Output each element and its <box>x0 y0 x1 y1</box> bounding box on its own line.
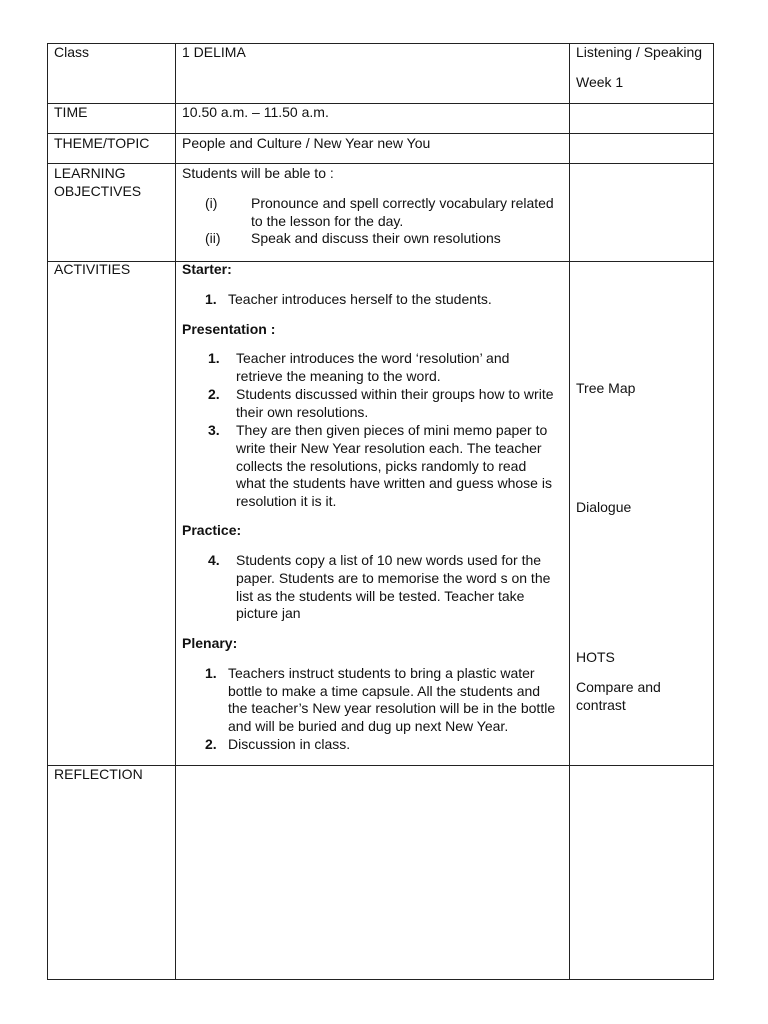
starter-heading: Starter: <box>182 261 232 277</box>
list-item-text: paper. Students are to memorise the word s on the <box>236 570 551 586</box>
list-item-text: Teacher introduces the word ‘resolution’ and <box>236 350 510 366</box>
week-label: Week 1 <box>576 74 624 90</box>
objective-text-line: Speak and discuss their own resolutions <box>251 230 501 246</box>
list-item-text: resolution it is it. <box>236 493 337 509</box>
note-compare-line1: Compare and <box>576 679 661 695</box>
list-number: 4. <box>208 552 220 568</box>
list-number: 1. <box>208 350 220 366</box>
list-item-text: picture jan <box>236 605 301 621</box>
list-item-text: Students discussed within their groups how to write <box>236 386 554 402</box>
objective-text-line: to the lesson for the day. <box>251 213 404 229</box>
class-label: Class <box>54 44 90 60</box>
time-label: TIME <box>54 104 88 120</box>
list-item-text: bottle to make a time capsule. All the students and <box>228 683 541 699</box>
list-number: 3. <box>208 422 220 438</box>
time-value: 10.50 a.m. – 11.50 a.m. <box>182 104 329 120</box>
list-item-text: collects the resolutions, picks randomly to read <box>236 458 527 474</box>
activities-label: ACTIVITIES <box>54 261 131 277</box>
list-number: 1. <box>205 291 217 307</box>
practice-heading: Practice: <box>182 522 242 538</box>
list-item-text: and will be buried and dug up next New Year. <box>228 718 509 734</box>
note-compare-line2: contrast <box>576 697 626 713</box>
list-item-text: Students copy a list of 10 new words used for the <box>236 552 542 568</box>
reflection-label: REFLECTION <box>54 766 143 782</box>
presentation-heading: Presentation : <box>182 321 276 337</box>
theme-value: People and Culture / New Year new You <box>182 135 431 151</box>
list-item-text: their own resolutions. <box>236 404 369 420</box>
list-number: 1. <box>205 665 217 681</box>
list-item-text: Teachers instruct students to bring a plastic water <box>228 665 535 681</box>
note-dialogue: Dialogue <box>576 499 632 515</box>
list-item-text: the teacher’s New year resolution will be in the bottle <box>228 700 556 716</box>
list-number: 2. <box>205 736 217 752</box>
note-hots: HOTS <box>576 649 615 665</box>
list-item-text: retrieve the meaning to the word. <box>236 368 441 384</box>
objective-marker: (i) <box>205 195 218 211</box>
list-item-text: They are then given pieces of mini memo paper to <box>236 422 548 438</box>
list-item-text: Discussion in class. <box>228 736 351 752</box>
theme-label: THEME/TOPIC <box>54 135 150 151</box>
list-item-text: what the students have written and guess whose is <box>236 475 552 491</box>
list-item-text: write their New Year resolution each. The teacher <box>236 440 542 456</box>
plenary-heading: Plenary: <box>182 635 238 651</box>
list-item-text: Teacher introduces herself to the students. <box>228 291 492 307</box>
objectives-intro: Students will be able to : <box>182 165 334 181</box>
class-value: 1 DELIMA <box>182 44 246 60</box>
list-item-text: list as the students will be tested. Teacher take <box>236 588 525 604</box>
skill-focus: Listening / Speaking <box>576 44 703 60</box>
objective-marker: (ii) <box>205 230 221 246</box>
note-tree-map: Tree Map <box>576 380 636 396</box>
list-number: 2. <box>208 386 220 402</box>
objectives-label-line2: OBJECTIVES <box>54 183 142 199</box>
objective-text-line: Pronounce and spell correctly vocabulary related <box>251 195 554 211</box>
objectives-label-line1: LEARNING <box>54 165 126 181</box>
